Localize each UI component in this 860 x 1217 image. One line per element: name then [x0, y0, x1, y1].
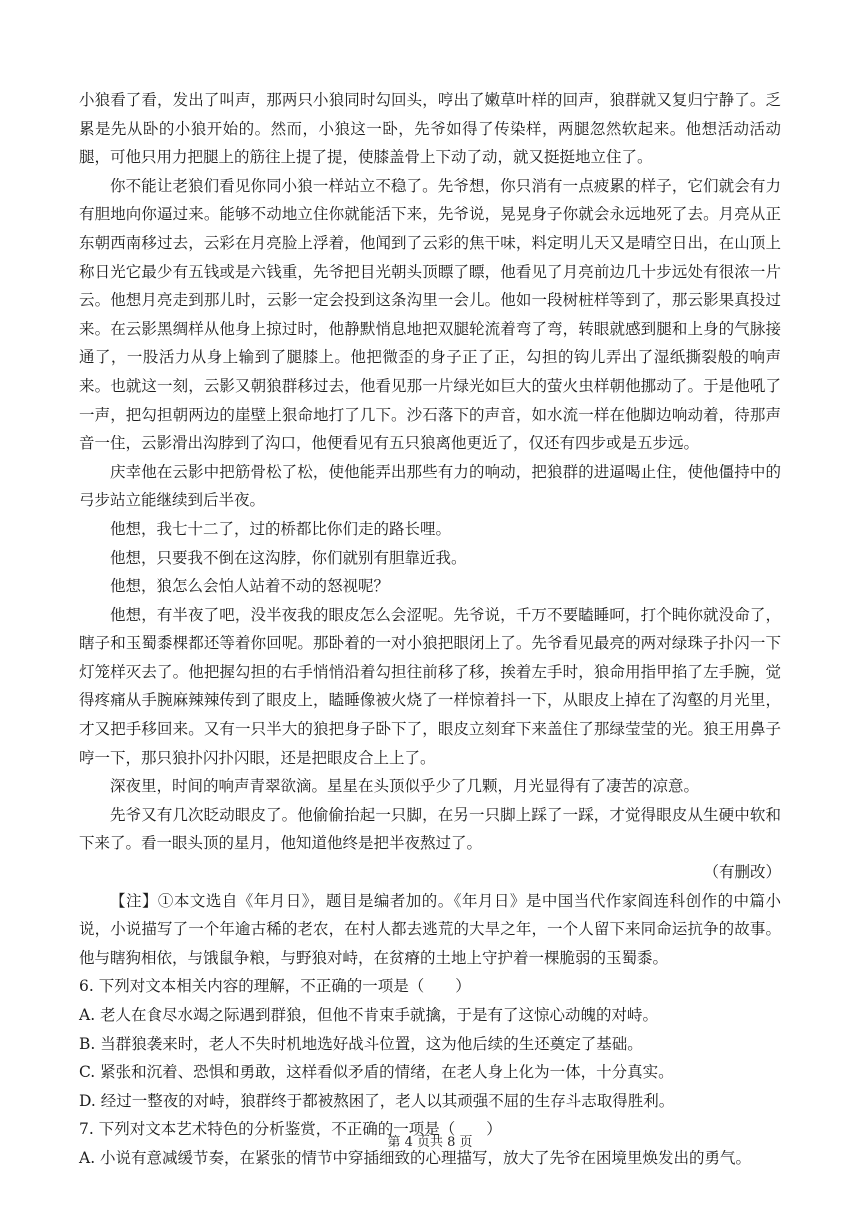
- page-content: [79, 86, 781, 1173]
- question-6-option-d: D. 经过一整夜的对峙，狼群终于都被熬困了，老人以其顽强不屈的生存斗志取得胜利。: [79, 1091, 675, 1110]
- paragraph-6: 他想，狼怎么会怕人站着不动的怒视呢？: [110, 577, 390, 596]
- paragraph-5: 他想，只要我不倒在这沟脖，你们就别有胆靠近我。: [110, 548, 467, 567]
- paragraph-7: 他想，有半夜了吧，没半夜我的眼皮怎么会涩呢。先爷说，千万不要瞌睡呵，打个盹你就没命了，瞎子和玉蜀黍棵都还等着你回呢。那卧着的一对小狼把眼闭上了。先爷看见最亮的两对绿珠子扑闪一下灯笼样灭去了。他把握勾担的右手悄悄沿着勾担往前移了移，挨着左手时，狼命用指甲掐了左手腕，觉得疼痛从手腕麻辣辣传到了眼皮上，瞌睡像被火烧了一样惊着抖一下，从眼皮上掉在了沟壑的月光里，才又把手移回来。又有一只半大的狼把身子卧下了，眼皮立刻耷下来盖住了那绿莹莹的光。狼王用鼻子哼一下，那只狼扑闪扑闪眼，还是把眼皮合上上了。: [79, 605, 781, 767]
- question-6-option-c: C. 紧张和沉着、恐惧和勇敢，这样看似矛盾的情绪，在老人身上化为一体，十分真实。: [79, 1063, 674, 1082]
- question-6-option-a: A. 老人在食尽水竭之际遇到群狼，但他不肯束手就擒，于是有了这惊心动魄的对峙。: [79, 1006, 659, 1024]
- paragraph-9: 先爷又有几次眨动眼皮了。他偷偷抬起一只脚，在另一只脚上踩了一踩，才觉得眼皮从生硬中软和下来了。看一眼头顶的星月，他知道他终是把半夜熬过了。: [79, 805, 781, 853]
- question-7-option-a: A. 小说有意减缓节奏，在紧张的情节中穿插细致的心理描写，放大了先爷在困境里焕发出的勇气。: [79, 1148, 752, 1167]
- paragraph-3: 庆幸他在云影中把筋骨松了松，使他能弄出那些有力的响动，把狼群的进逼喝止住，使他僵持中的弓步站立能继续到后半夜。: [79, 462, 781, 510]
- paragraph-1: 小狼看了看，发出了叫声，那两只小狼同时勾回头，哼出了嫩草叶样的回声，狼群就又复归宁静了。乏累是先从卧的小狼开始的。然而，小狼这一卧，先爷如得了传染样，两腿忽然软起来。他想活动活动腿，可他只用力把腿上的筋往上提了提，使膝盖骨上下动了动，就又挺挺地立住了。: [79, 91, 781, 167]
- paragraph-8: 深夜里，时间的响声青翠欲滴。星星在头顶似乎少了几颗，月光显得有了凄苦的凉意。: [110, 777, 700, 796]
- question-6-option-b: B. 当群狼袭来时，老人不失时机地选好战斗位置，这为他后续的生还奠定了基础。: [79, 1034, 643, 1053]
- paragraph-4: 他想，我七十二了，过的桥都比你们走的路长哩。: [110, 519, 452, 538]
- page-footer: 第 4 页共 8 页: [387, 1135, 473, 1150]
- question-6-stem: 6. 下列对文本相关内容的理解，不正确的一项是（ ）: [79, 977, 471, 996]
- question-7-stem: 7. 下列对文本艺术特色的分析鉴赏，不正确的一项是（ ）: [79, 1120, 502, 1139]
- edit-note: （有删改）: [703, 863, 781, 882]
- annotation-note: 【注】①本文选自《年月日》，题目是编者加的。《年月日》是中国当代作家阎连科创作的中篇小说，小说描写了一个年逾古稀的老农，在村人都去逃荒的大旱之年，一个人留下来同命运抗争的故事。他与瞎狗相依，与饿鼠争粮，与野狼对峙，在贫瘠的土地上守护着一棵脆弱的玉蜀黍。: [79, 891, 781, 967]
- paragraph-2: 你不能让老狼们看见你同小狼一样站立不稳了。先爷想，你只消有一点疲累的样子，它们就会有力有胆地向你逼过来。能够不动地立住你就能活下来，先爷说，晃晃身子你就会永远地死了去。月亮从正东朝西南移过去，云彩在月亮脸上浮着，他闻到了云彩的焦干味，料定明儿天又是晴空日出，在山顶上称日光它最少有五钱或是六钱重，先爷把目光朝头顶瞟了瞟，他看见了月亮前边几十步远处有很浓一片云。他想月亮走到那儿时，云影一定会投到这条沟里一会儿。他如一段树桩样等到了，那云影果真投过来。在云影黑绸样从他身上掠过时，他静默悄息地把双腿轮流着弯了弯，转眼就感到腿和上身的气脉接通了，一股活力从身上输到了腿膝上。他把微歪的身子正了正，勾担的钩儿弄出了湿纸撕裂般的响声来。也就这一刻，云影又朝狼群移过去，他看见那一片绿光如巨大的萤火虫样朝他挪动了。于是他吼了一声，把勾担朝两边的崖壁上狠命地打了几下。沙石落下的声音，如水流一样在他脚边响动着，待那声音一住，云影滑出沟脖到了沟口，他便看见有五只狼离他更近了，仅还有四步或是五步远。: [79, 176, 781, 453]
